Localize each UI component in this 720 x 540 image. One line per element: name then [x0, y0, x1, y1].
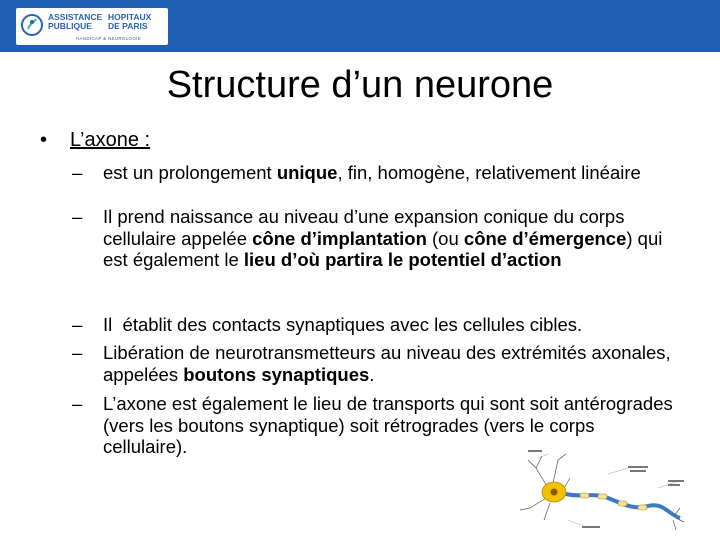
dash-icon: – [72, 314, 83, 335]
logo-line-3: HOPITAUX [108, 12, 152, 22]
aphp-emblem-icon [20, 13, 44, 37]
text-segment: . [369, 363, 375, 385]
text-segment: Il établit des contacts synaptiques avec les cellules cibles. [103, 314, 583, 335]
bold-term: lieu d’où partira le potentiel d’action [243, 249, 562, 270]
logo-line-2: PUBLIQUE [48, 21, 92, 31]
dash-icon: – [72, 162, 83, 183]
text-segment: ) qui est également le [103, 227, 668, 270]
logo-line-1: ASSISTANCE [48, 12, 103, 22]
bold-term: cône d’émergence [463, 227, 627, 249]
text-segment: Libération de neurotransmetteurs au niveau des extrémités axonales, appelées [103, 342, 676, 385]
sub-bullet-text [103, 314, 678, 336]
bold-term: boutons synaptiques [183, 363, 370, 385]
dash-icon: – [72, 393, 83, 414]
header-bar [0, 0, 720, 52]
aphp-logo [16, 8, 168, 45]
text-segment: L’axone est également le lieu de transports qui sont soit antérogrades (vers les boutons synaptique) soit rétrogrades (vers le corps cellulaire). [103, 393, 678, 457]
dash-icon: – [72, 206, 83, 227]
bold-term: unique [276, 162, 338, 183]
text-segment: Il prend naissance au niveau d’une expansion conique du corps cellulaire appelée [103, 206, 630, 249]
text-segment: , fin, homogène, relativement linéaire [337, 162, 641, 183]
slide-title: Structure d’un neurone [166, 64, 554, 106]
dash-icon: – [72, 342, 83, 363]
bullet-icon: • [40, 129, 48, 151]
text-segment: (ou [426, 227, 464, 249]
logo-subtitle: HANDICAP & NEUROLOGIE [76, 36, 141, 41]
sub-bullet-text [103, 206, 678, 271]
bullet-heading: L’axone : [70, 129, 151, 151]
text-segment: est un prolongement [103, 162, 277, 183]
neuron-diagram-icon [508, 448, 686, 534]
bold-term: cône d’implantation [252, 227, 427, 249]
logo-line-4: DE PARIS [108, 21, 148, 31]
sub-bullet-text [103, 162, 678, 184]
sub-bullet-text [103, 342, 678, 385]
